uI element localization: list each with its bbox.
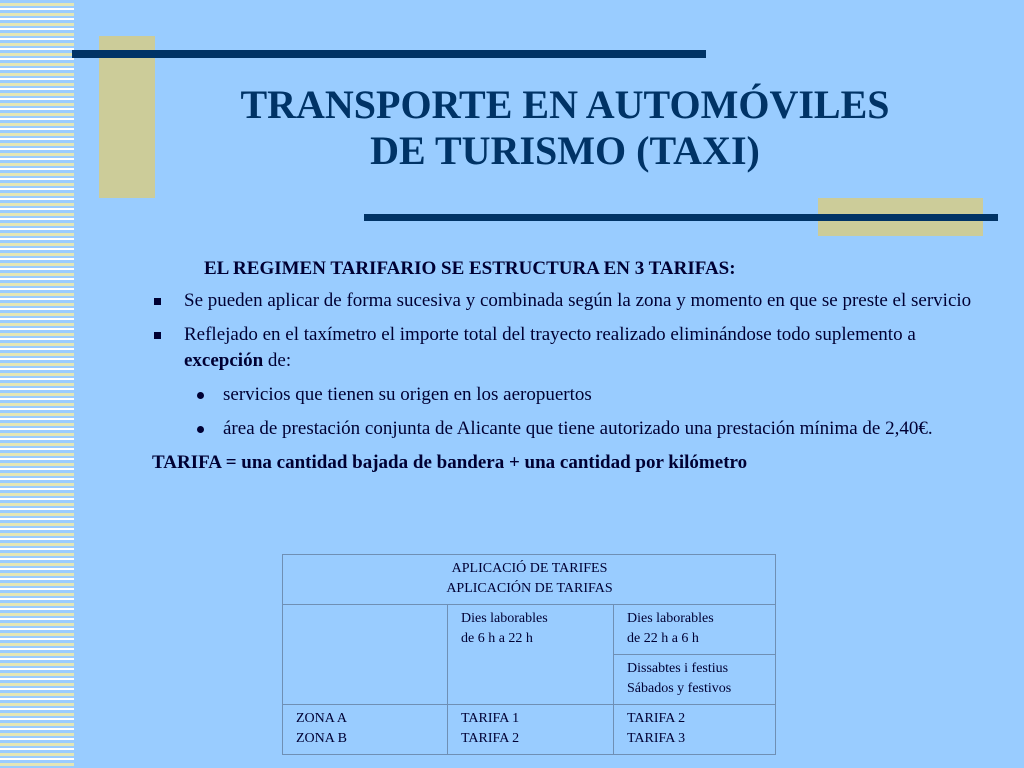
table-header-cell [283,555,776,605]
slide-title-line-2: DE TURISMO (TAXI) [370,128,760,173]
empty-corner-cell [283,605,448,705]
night-hours-line-1: Dies laborables [627,611,714,626]
day-tarifa-zone-b: TARIFA 2 [461,731,520,746]
zone-a: ZONA A [296,711,347,726]
bullet-item [130,288,990,314]
header-line-1: APLICACIÓ DE TARIFES [451,561,608,576]
square-bullet-icon [154,332,161,339]
night-tarifa-cell [614,705,776,755]
bullet-emphasis: excepción [184,350,264,371]
subheading: EL REGIMEN TARIFARIO SE ESTRUCTURA EN 3 TARIFAS: [204,258,736,279]
decorative-rule-bottom [364,214,998,221]
day-hours-header-cell [448,605,614,705]
table-header-row [283,555,776,605]
sub-bullet-item [130,416,990,442]
slide-title [160,82,970,174]
sub-bullet-text: servicios que tienen su origen en los aeropuertos [223,384,592,405]
weekend-line-1: Dissabtes i festius [627,661,729,676]
decorative-block-top [99,36,155,198]
sub-bullet-item [130,382,990,408]
decorative-rule-top [72,50,706,58]
zone-b: ZONA B [296,731,347,746]
header-line-2: APLICACIÓN DE TARIFAS [446,581,613,596]
table-row [283,705,776,755]
bullet-text: Reflejado en el taxímetro el importe total del trayecto realizado eliminándose todo suplemento a [184,324,916,345]
day-hours-line-2: de 6 h a 22 h [461,631,533,646]
day-tarifa-zone-a: TARIFA 1 [461,711,520,726]
zone-cell [283,705,448,755]
square-bullet-icon [154,298,161,305]
slide-body [130,256,990,476]
sub-bullet-text: área de prestación conjunta de Alicante que tiene autorizado una prestación mínima de 2,40€. [223,418,933,439]
tarifa-formula: TARIFA = una cantidad bajada de bandera + una cantidad por kilómetro [152,452,748,473]
weekend-header-cell [614,655,776,705]
day-tarifa-cell [448,705,614,755]
night-tarifa-zone-a: TARIFA 2 [627,711,686,726]
table-row [283,605,776,655]
slide-title-line-1: TRANSPORTE EN AUTOMÓVILES [240,82,890,127]
night-hours-line-2: de 22 h a 6 h [627,631,699,646]
bullet-item [130,322,990,374]
decorative-stripes [0,0,74,768]
day-hours-line-1: Dies laborables [461,611,548,626]
weekend-line-2: Sábados y festivos [627,681,732,696]
night-hours-header-cell [614,605,776,655]
round-bullet-icon [197,426,204,433]
tarifas-table [282,554,776,755]
bullet-text-end: de: [263,350,292,371]
bullet-text: Se pueden aplicar de forma sucesiva y combinada según la zona y momento en que se preste el servicio [184,290,972,311]
night-tarifa-zone-b: TARIFA 3 [627,731,686,746]
round-bullet-icon [197,392,204,399]
